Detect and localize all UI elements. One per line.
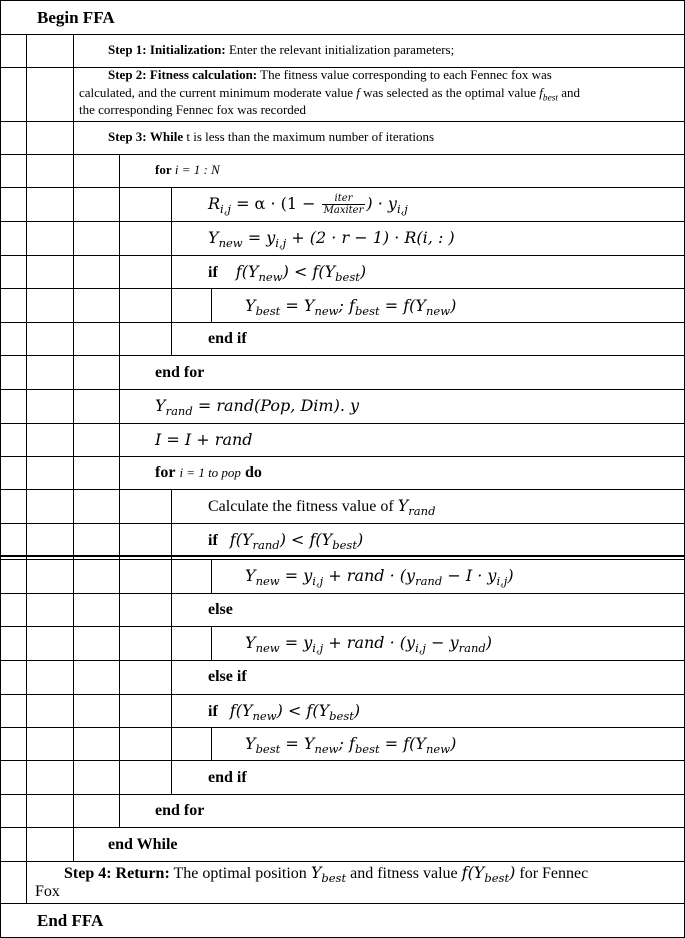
endwhile: end While bbox=[108, 836, 178, 853]
eq-r: $R_{i,j} = \alpha \cdot (1$ − $\frac{\text{iter}}{\text{Maxiter}}$ ) · $y_{i,j}$ bbox=[208, 193, 408, 217]
for2-line bbox=[155, 464, 262, 482]
step4-fybest: $f(Y_{best})$ bbox=[461, 863, 516, 886]
if3-line bbox=[208, 701, 361, 724]
indent-col-5c bbox=[211, 626, 212, 660]
for2-do: do bbox=[244, 464, 262, 481]
if2-line bbox=[208, 530, 364, 553]
step2-text2a: calculated, and the current minimum moderate value bbox=[79, 85, 353, 100]
for2-expr: i = 1 to pop bbox=[179, 465, 241, 480]
rule-3 bbox=[0, 121, 685, 122]
if1-line bbox=[208, 262, 367, 285]
step2-text2b: was selected as the optimal value bbox=[363, 85, 537, 100]
rule-23 bbox=[0, 794, 685, 795]
rule-18 bbox=[0, 626, 685, 627]
rule-25 bbox=[0, 861, 685, 862]
for1-expr: i = 1 : N bbox=[174, 162, 220, 177]
step2-line1 bbox=[108, 68, 552, 83]
rule-top bbox=[0, 0, 685, 1]
step2-line3: the corresponding Fennec fox was recorded bbox=[79, 102, 307, 117]
rule-13 bbox=[0, 456, 685, 457]
endfor2: end for bbox=[155, 802, 205, 819]
step3-while: While bbox=[149, 129, 184, 144]
step2-text2c: and bbox=[561, 85, 580, 100]
rule-26 bbox=[0, 903, 685, 904]
step2-f: f bbox=[356, 85, 360, 100]
step1-text: Enter the relevant initialization parameters; bbox=[228, 42, 455, 57]
eq-r-fraction: $\frac{\text{iter}}{\text{Maxiter}}$ bbox=[323, 193, 364, 216]
begin-ffa: Begin FFA bbox=[37, 8, 115, 27]
assign2: $Y_{best} = Y_{new}$; $f_{best} = f(Y_{new})$ bbox=[245, 734, 457, 757]
step4-label: Step 4: Return: bbox=[64, 865, 170, 882]
endif2: end if bbox=[208, 769, 247, 786]
eq-ynew3: $Y_{new} = y_{i,j}$ + rand · $(y_{i,j} - y_{rand})$ bbox=[245, 633, 493, 656]
rule-8 bbox=[0, 288, 685, 289]
indent-col-5a bbox=[211, 288, 212, 322]
indent-col-4a bbox=[171, 187, 172, 355]
eq-yrand: $Y_{rand}$ = rand(Pop, Dim). y bbox=[155, 396, 360, 419]
step3-label: Step 3: bbox=[108, 129, 147, 144]
elseif-keyword: else if bbox=[208, 668, 247, 685]
eq-ynew2: $Y_{new} = y_{i,j}$ + rand · $(y_{rand} - I \cdot y_{i,j})$ bbox=[245, 566, 514, 589]
rule-1 bbox=[0, 34, 685, 35]
indent-col-3 bbox=[119, 154, 120, 827]
if2-cond: $f(Y_{rand}) < f(Y_{best})$ bbox=[229, 530, 364, 553]
rule-10 bbox=[0, 355, 685, 356]
endif1: end if bbox=[208, 330, 247, 347]
step4-line1 bbox=[64, 863, 589, 886]
step3-line bbox=[108, 130, 434, 145]
step4-text-a: The optimal position bbox=[173, 865, 307, 882]
if1-keyword: if bbox=[208, 264, 218, 281]
step1-line bbox=[108, 43, 454, 58]
indent-col-5d bbox=[211, 727, 212, 760]
step4-text-d: for Fennec bbox=[519, 865, 589, 882]
step1-label: Step 1: Initialization: bbox=[108, 42, 226, 57]
rule-22 bbox=[0, 760, 685, 761]
if2-keyword: if bbox=[208, 532, 218, 549]
calc-var: $Y_{rand}$ bbox=[397, 496, 436, 519]
eq-ynew1: $Y_{new} = y_{i,j} + (2 \cdot r - 1) \cdot R(i$, : ) bbox=[208, 228, 455, 251]
border-left bbox=[0, 0, 1, 938]
rule-5 bbox=[0, 187, 685, 188]
rule-11 bbox=[0, 389, 685, 390]
rule-16b bbox=[0, 559, 685, 560]
step2-text1: The fitness value corresponding to each Fennec fox was bbox=[260, 67, 552, 82]
for2-keyword: for bbox=[155, 464, 176, 481]
step2-line2 bbox=[79, 85, 580, 104]
step4-ybest: $Y_{best}$ bbox=[310, 863, 347, 886]
rule-12 bbox=[0, 423, 685, 424]
else-keyword: else bbox=[208, 601, 233, 618]
indent-col-2 bbox=[73, 34, 74, 861]
rule-24 bbox=[0, 827, 685, 828]
indent-col-5b bbox=[211, 559, 212, 593]
step4-text-b: and fitness value bbox=[350, 865, 458, 882]
for1-keyword: for bbox=[155, 162, 172, 177]
rule-4 bbox=[0, 154, 685, 155]
rule-19 bbox=[0, 660, 685, 661]
if3-cond: $f(Y_{new}) < f(Y_{best})$ bbox=[229, 701, 361, 724]
if3-keyword: if bbox=[208, 703, 218, 720]
indent-col-1 bbox=[26, 34, 27, 903]
for1-line bbox=[155, 163, 220, 178]
rule-9 bbox=[0, 322, 685, 323]
endfor1: end for bbox=[155, 364, 205, 381]
assign1: $Y_{best} = Y_{new}$; $f_{best} = f(Y_{new})$ bbox=[245, 296, 457, 319]
rule-21 bbox=[0, 727, 685, 728]
calc-text: Calculate the fitness value of bbox=[208, 498, 394, 515]
rule-17 bbox=[0, 593, 685, 594]
rule-7 bbox=[0, 255, 685, 256]
rule-6 bbox=[0, 221, 685, 222]
rule-15 bbox=[0, 523, 685, 524]
step2-fbest: $f_{best}$ bbox=[539, 85, 558, 104]
rule-14 bbox=[0, 489, 685, 490]
step4-line2: Fox bbox=[35, 883, 60, 900]
indent-col-4b bbox=[171, 489, 172, 794]
rule-16-double bbox=[0, 555, 685, 557]
calc-line bbox=[208, 496, 436, 519]
if1-cond: $f(Y_{new}) < f(Y_{best})$ bbox=[235, 262, 367, 285]
step3-text: t is less than the maximum number of iterations bbox=[186, 129, 435, 144]
rule-20 bbox=[0, 694, 685, 695]
step2-label: Step 2: Fitness calculation: bbox=[108, 67, 258, 82]
eq-i: I = I + rand bbox=[155, 430, 253, 449]
end-ffa: End FFA bbox=[37, 911, 104, 930]
